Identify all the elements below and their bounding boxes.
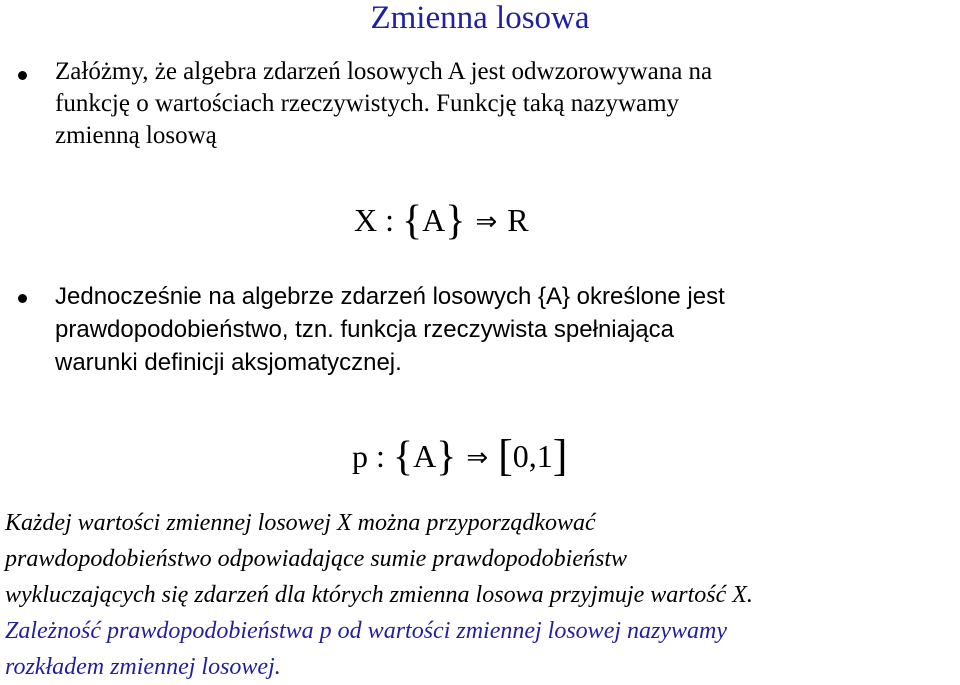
bullet-paragraph-1	[55, 56, 935, 152]
formula2-open-brace: {	[392, 434, 414, 480]
bullet2-line2: prawdopodobieństwo, tzn. funkcja rzeczywista spełniająca	[55, 316, 674, 343]
bullet1-line1: Załóżmy, że algebra zdarzeń losowych A jest odwzorowywana na	[55, 58, 713, 85]
conclusion-paragraph	[5, 505, 960, 685]
formula2-close-bracket: ]	[552, 431, 568, 480]
formula1-rhs: R	[507, 202, 529, 238]
conclusion-line2: prawdopodobieństwo odpowiadające sumie prawdopodobieństw	[5, 546, 628, 572]
formula1-inner: A	[422, 202, 446, 238]
bullet1-line3: zmienną losową	[55, 122, 217, 149]
formula1-open-brace: {	[402, 198, 423, 244]
formula2-open-bracket: [	[498, 431, 513, 480]
formula2-lhs: p :	[352, 438, 385, 474]
formula2-inner: A	[413, 438, 437, 474]
formula1-lhs: X :	[354, 202, 394, 238]
implies-arrow-icon: ⇒	[466, 443, 489, 473]
formula2-close-brace: }	[436, 434, 457, 480]
conclusion-line4: Zależność prawdopodobieństwa p od wartości zmiennej losowej nazywamy	[5, 618, 727, 644]
bullet1-line2: funkcję o wartościach rzeczywistych. Funkcję taką nazywamy	[55, 90, 680, 117]
bullet2-line3: warunki definicji aksjomatycznej.	[55, 349, 402, 376]
bullet-dot-2	[18, 294, 27, 303]
formula2-range: 0,1	[512, 438, 553, 474]
formula-probability	[352, 433, 567, 479]
bullet-dot-1	[18, 71, 27, 80]
implies-arrow-icon: ⇒	[475, 207, 498, 237]
bullet2-line1: Jednocześnie na algebrze zdarzeń losowych {A} określone jest	[55, 283, 725, 310]
bullet-paragraph-2	[55, 280, 935, 379]
conclusion-line3: wykluczających się zdarzeń dla których zmienna losowa przyjmuje wartość X.	[5, 582, 753, 608]
conclusion-line5: rozkładem zmiennej losowej.	[5, 654, 281, 680]
conclusion-line1: Każdej wartości zmiennej losowej X można przyporządkować	[5, 510, 596, 536]
page-title: Zmienna losowa	[370, 0, 590, 36]
formula-random-variable	[354, 198, 529, 243]
formula1-close-brace: }	[445, 198, 466, 244]
